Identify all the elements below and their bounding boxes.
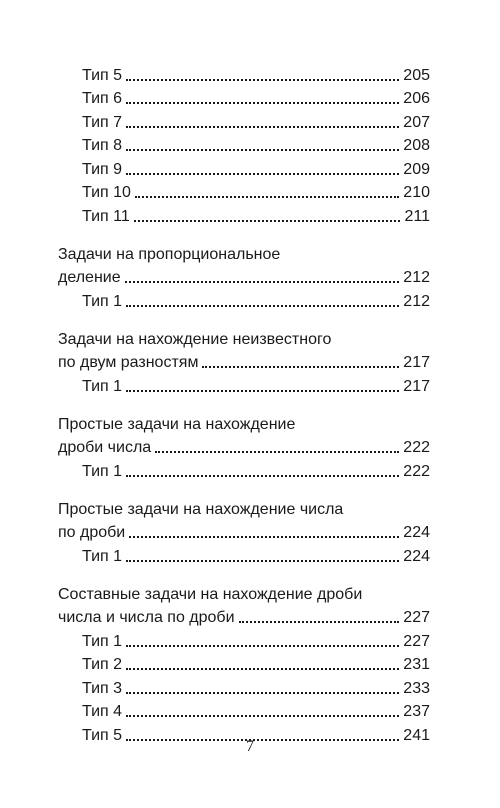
dot-leader	[126, 715, 399, 717]
entry-label: Тип 6	[82, 90, 123, 107]
dot-leader	[126, 390, 399, 392]
dot-leader	[239, 621, 400, 623]
entry-page-number: 222	[403, 462, 430, 480]
dot-leader	[125, 281, 400, 283]
dot-leader	[126, 692, 399, 694]
entry-page-number: 210	[403, 184, 430, 201]
entry-label: Тип 2	[82, 656, 123, 673]
entry-label: Тип 7	[82, 113, 123, 131]
entry-page-number: 217	[403, 354, 430, 371]
table-of-contents	[58, 62, 430, 746]
dot-leader	[129, 536, 399, 538]
section-heading: Задачи на нахождение неизвестного	[58, 330, 332, 348]
dot-leader	[126, 173, 399, 175]
section-heading: Простые задачи на нахождение	[58, 415, 296, 433]
entry-page-number: 212	[403, 292, 430, 310]
section-gap	[58, 397, 430, 411]
entry-page-number: 209	[403, 160, 430, 178]
toc-type-entry	[58, 62, 430, 86]
toc-type-entry	[58, 86, 430, 110]
dot-leader	[126, 102, 399, 104]
dot-leader	[202, 366, 399, 368]
toc-type-entry	[58, 180, 430, 204]
entry-label: деление	[58, 269, 121, 286]
entry-page-number: 237	[403, 703, 430, 720]
entry-page-number: 224	[403, 547, 430, 565]
section-heading-line	[58, 350, 430, 374]
toc-type-entry	[58, 109, 430, 133]
entry-label: Тип 1	[82, 377, 123, 395]
dot-leader	[126, 79, 399, 81]
dot-leader	[126, 305, 399, 307]
entry-label: Тип 11	[82, 207, 130, 225]
toc-type-entry	[58, 203, 430, 227]
entry-page-number: 206	[403, 90, 430, 107]
section-heading-line	[58, 435, 430, 459]
entry-label: Тип 1	[82, 292, 123, 310]
dot-leader	[126, 475, 399, 477]
toc-type-entry	[58, 288, 430, 312]
entry-label: Тип 1	[82, 632, 123, 650]
entry-page-number: 205	[403, 66, 430, 84]
entry-page-number: 217	[403, 377, 430, 395]
dot-leader	[126, 126, 399, 128]
section-heading: Задачи на пропорциональное	[58, 245, 281, 263]
toc-type-entry	[58, 373, 430, 397]
dot-leader	[126, 560, 399, 562]
toc-type-entry	[58, 543, 430, 567]
section-heading: Составные задачи на нахождение дроби	[58, 585, 363, 603]
toc-type-entry	[58, 675, 430, 699]
section-heading-line	[58, 520, 430, 544]
toc-type-entry	[58, 699, 430, 723]
entry-page-number: 207	[403, 113, 430, 131]
toc-type-entry	[58, 156, 430, 180]
entry-label: Тип 1	[82, 547, 123, 565]
entry-label: Тип 8	[82, 137, 123, 154]
section-heading: Простые задачи на нахождение числа	[58, 500, 344, 518]
dot-leader	[126, 149, 399, 151]
entry-label: по двум разностям	[58, 354, 199, 371]
section-heading-line	[58, 265, 430, 289]
entry-label: Тип 4	[82, 703, 123, 720]
dot-leader	[135, 196, 399, 198]
entry-page-number: 227	[403, 609, 430, 626]
toc-type-entry	[58, 458, 430, 482]
entry-page-number: 211	[404, 207, 430, 225]
entry-page-number: 233	[403, 679, 430, 697]
section-gap	[58, 482, 430, 496]
entry-label: числа и числа по дроби	[58, 609, 235, 626]
entry-page-number: 224	[403, 524, 430, 541]
entry-label: по дроби	[58, 524, 126, 541]
entry-label: Тип 5	[82, 66, 123, 84]
dot-leader	[134, 220, 401, 222]
entry-page-number: 212	[403, 269, 430, 286]
entry-page-number: 231	[403, 656, 430, 673]
entry-label: Тип 10	[82, 184, 131, 201]
entry-page-number: 208	[403, 137, 430, 154]
entry-label: Тип 3	[82, 679, 123, 697]
dot-leader	[126, 645, 399, 647]
entry-page-number: 227	[403, 632, 430, 650]
toc-type-entry	[58, 652, 430, 676]
section-heading-line	[58, 605, 430, 629]
entry-label: Тип 1	[82, 462, 123, 480]
page-number: 7	[246, 738, 254, 755]
entry-page-number: 241	[403, 726, 430, 744]
dot-leader	[126, 668, 399, 670]
dot-leader	[155, 451, 399, 453]
entry-label: дроби числа	[58, 439, 152, 456]
toc-type-entry	[58, 628, 430, 652]
entry-label: Тип 5	[82, 726, 123, 744]
entry-page-number: 222	[403, 439, 430, 456]
entry-label: Тип 9	[82, 160, 123, 178]
section-gap	[58, 312, 430, 326]
toc-type-entry	[58, 133, 430, 157]
section-gap	[58, 567, 430, 581]
section-gap	[58, 227, 430, 241]
